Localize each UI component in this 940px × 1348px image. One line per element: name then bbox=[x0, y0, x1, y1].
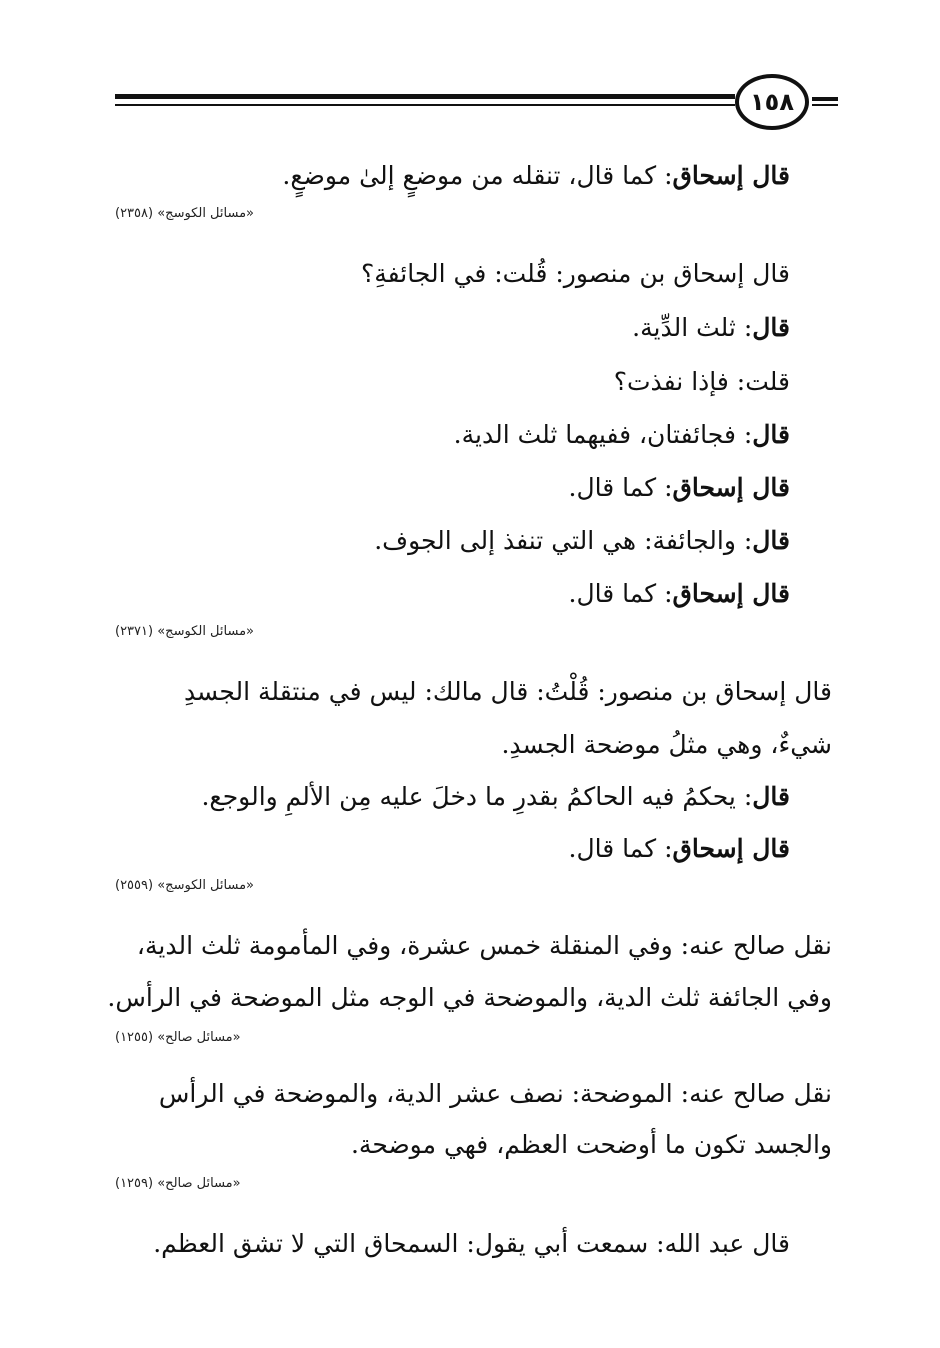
text-line bbox=[105, 1076, 832, 1112]
page-number: ١٥٨ bbox=[735, 74, 809, 130]
source-citation: «مسائل الكوسج» (٢٥٥٩) bbox=[115, 878, 254, 893]
line-text: قلت: فإذا نفذت؟ bbox=[613, 367, 790, 396]
source-citation: «مسائل صالح» (١٢٥٩) bbox=[115, 1176, 241, 1191]
text-line bbox=[569, 576, 790, 612]
text-line bbox=[569, 831, 790, 867]
line-text: : ثلث الدِّية. bbox=[632, 313, 753, 342]
speaker: قال bbox=[752, 782, 790, 811]
line-text: : كما قال، تنقله من موضعٍ إلىٰ موضعٍ. bbox=[282, 161, 673, 190]
line-text: نقل صالح عنه: الموضحة: نصف عشر الدية، والموضحة في الرأس bbox=[158, 1079, 832, 1108]
line-text: نقل صالح عنه: وفي المنقلة خمس عشرة، وفي المأمومة ثلث الدية، bbox=[136, 931, 832, 960]
text-line bbox=[454, 417, 790, 453]
text-line bbox=[351, 1127, 832, 1163]
header-rule-thin bbox=[115, 104, 735, 106]
header-rule-right bbox=[812, 97, 838, 101]
line-text: قال إسحاق بن منصور: قُلت: في الجائفةِ؟ bbox=[360, 259, 790, 288]
text-line bbox=[501, 727, 832, 763]
header-rule-right-thin bbox=[812, 104, 838, 106]
speaker: قال bbox=[752, 526, 790, 555]
speaker: قال bbox=[752, 313, 790, 342]
line-text: : كما قال. bbox=[568, 579, 673, 608]
text-line bbox=[374, 523, 790, 559]
line-text: : والجائفة: هي التي تنفذ إلى الجوف. bbox=[374, 526, 753, 555]
source-citation: «مسائل الكوسج» (٢٣٥٨) bbox=[115, 206, 254, 221]
speaker: قال bbox=[752, 420, 790, 449]
speaker: قال إسحاق bbox=[672, 579, 790, 608]
line-text: : فجائفتان، ففيهما ثلث الدية. bbox=[453, 420, 753, 449]
text-line bbox=[107, 980, 832, 1016]
line-text: وفي الجائفة ثلث الدية، والموضحة في الوجه مثل الموضحة في الرأس. bbox=[107, 983, 832, 1012]
text-line bbox=[153, 1226, 790, 1262]
text-line bbox=[632, 310, 790, 346]
text-line bbox=[361, 256, 790, 292]
source-citation: «مسائل صالح» (١٢٥٥) bbox=[115, 1030, 241, 1045]
speaker: قال إسحاق bbox=[672, 834, 790, 863]
text-line bbox=[614, 364, 790, 400]
speaker: قال إسحاق bbox=[672, 161, 790, 190]
text-line bbox=[105, 928, 832, 964]
line-text: : كما قال. bbox=[568, 473, 673, 502]
line-text: قال عبد الله: سمعت أبي يقول: السمحاق التي لا تشق العظم. bbox=[153, 1229, 790, 1258]
text-line bbox=[105, 674, 832, 710]
text-line bbox=[201, 779, 790, 815]
line-text: والجسد تكون ما أوضحت العظم، فهي موضحة. bbox=[350, 1130, 832, 1159]
text-line bbox=[282, 158, 790, 194]
source-citation: «مسائل الكوسج» (٢٣٧١) bbox=[115, 624, 254, 639]
line-text: : كما قال. bbox=[568, 834, 673, 863]
line-text: شيءٌ، وهي مثلُ موضحة الجسدِ. bbox=[501, 730, 832, 759]
header-rule bbox=[115, 94, 735, 99]
line-text: قال إسحاق بن منصور: قُلْتُ: قال مالك: ليس في منتقلة الجسدِ bbox=[183, 677, 832, 706]
line-text: : يحكمُ فيه الحاكمُ بقدرِ ما دخلَ عليه مِن الألمِ والوجع. bbox=[201, 782, 753, 811]
speaker: قال إسحاق bbox=[672, 473, 790, 502]
text-line bbox=[569, 470, 790, 506]
